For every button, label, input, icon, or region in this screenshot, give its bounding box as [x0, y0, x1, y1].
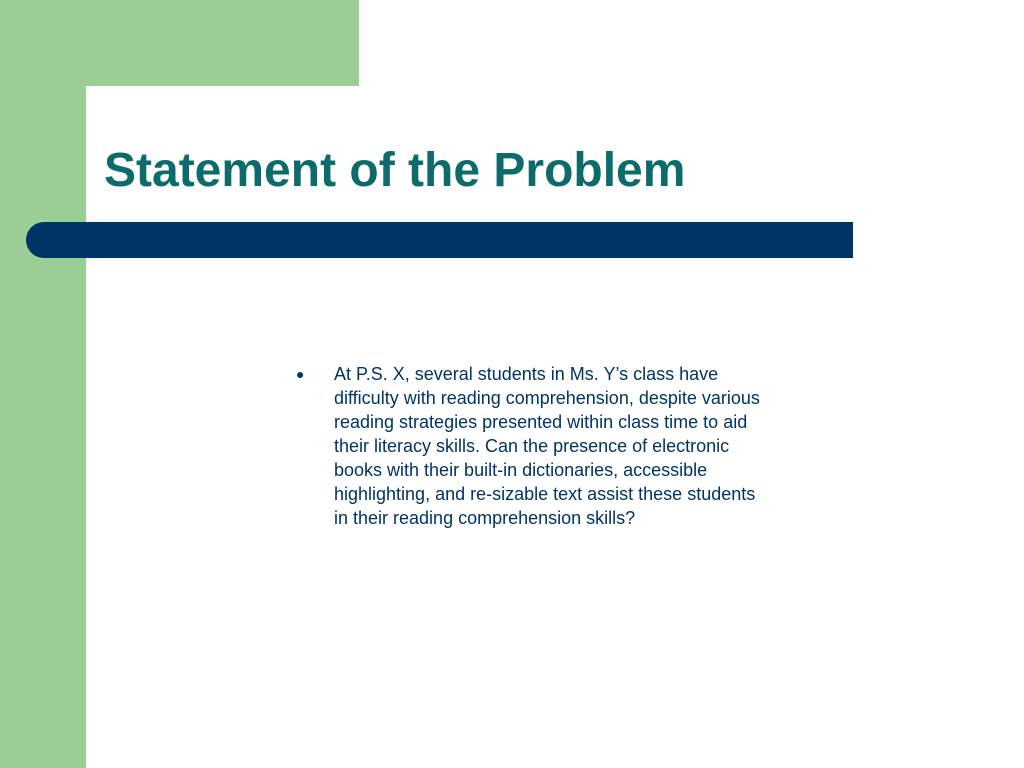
- bullet-list: [296, 362, 766, 530]
- decorative-green-band-top: [0, 0, 359, 86]
- bullet-dot-icon: ●: [296, 366, 305, 382]
- bullet-text: At P.S. X, several students in Ms. Y’s class have difficulty with reading comprehension, despite various reading strategies presented within class time to aid their literacy skills. Can the presence of electronic books with their built-in dictionaries, accessible highlighting, and re-sizable text assist these students in their reading comprehension skills?: [334, 364, 760, 528]
- decorative-green-band-left: [0, 0, 86, 768]
- decorative-title-bar: [26, 222, 853, 258]
- slide-title: Statement of the Problem: [104, 144, 686, 197]
- bullet-item: [296, 362, 766, 530]
